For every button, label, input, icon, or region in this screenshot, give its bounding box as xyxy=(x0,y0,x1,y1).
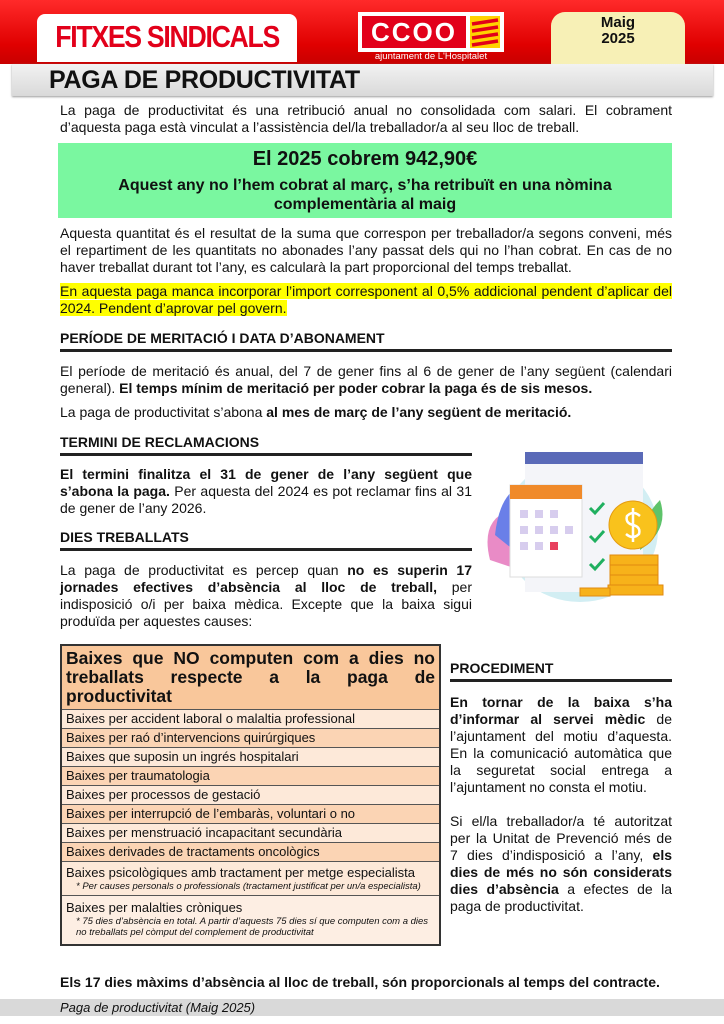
procedure-text-2 xyxy=(450,813,672,915)
table-row xyxy=(61,862,440,896)
days-text-bold: no es superin 17 jornades efectives d’absència al lloc de treball, xyxy=(60,562,472,595)
table-row: Baixes que suposin un ingrés hospitalari xyxy=(61,748,440,767)
procedure-text-1 xyxy=(450,694,672,796)
days-text xyxy=(60,562,472,630)
psy-row-note: * Per causes personals o professionals (tractament justificat per un/a especialista) xyxy=(76,881,421,892)
issue-date xyxy=(551,12,685,64)
catalan-flag-icon xyxy=(470,16,500,48)
psy-row-label: Baixes psicològiques amb tractament per metge especialista xyxy=(66,865,416,880)
days-text-1: La paga de productivitat es percep quan xyxy=(60,562,348,578)
table-header xyxy=(61,645,440,710)
days-heading: DIES TREBALLATS xyxy=(60,529,472,551)
page-title-bar xyxy=(12,64,713,96)
period-text-bold: El temps mínim de meritació per poder cobrar la paga és de sis mesos. xyxy=(119,380,593,396)
procedure-text-2-end: a efectes de la paga de productivitat. xyxy=(450,881,672,914)
table-row: Baixes per processos de gestació xyxy=(61,786,440,805)
table-row: Baixes per menstruació incapacitant secundària xyxy=(61,824,440,843)
main-content xyxy=(60,102,672,991)
table-row: Baixes per raó d’intervencions quirúrgiques xyxy=(61,729,440,748)
intro-text: La paga de productivitat és una retribució anual no consolidada com salari. El cobrament d’aquesta paga està vinculat a l’assistència del/la treballador/a al seu lloc de treball. xyxy=(60,102,672,135)
ccoo-logo xyxy=(358,12,504,62)
footer xyxy=(0,999,724,1016)
amount-highlight xyxy=(58,143,672,218)
chronic-row-note: * 75 dies d’absència en total. A partir d’aquests 75 dies sí que computen com a dies no treballats pel còmput del complement de productivitat xyxy=(76,916,429,938)
procedure-heading: PROCEDIMENT xyxy=(450,660,672,682)
footer-text: Paga de productivitat (Maig 2025) xyxy=(60,1000,256,1015)
table-header-line-2: treballats respecte a la paga de productivitat xyxy=(66,667,435,706)
logo-text: CCOO xyxy=(362,16,466,48)
closing-note: Els 17 dies màxims d’absència al lloc de treball, són proporcionals al temps del contracte. xyxy=(60,974,660,990)
issue-year: 2025 xyxy=(601,30,635,47)
table-row xyxy=(61,896,440,946)
payment-text-bold: al mes de març de l’any següent de meritació. xyxy=(266,404,572,420)
brand-box xyxy=(37,14,297,62)
exceptions-table xyxy=(60,644,441,946)
page-title: PAGA DE PRODUCTIVITAT xyxy=(49,66,360,94)
procedure-text-1-bold: En tornar de la baixa s’ha d’informar al servei mèdic xyxy=(450,694,672,727)
period-heading: PERÍODE DE MERITACIÓ I DATA D’ABONAMENT xyxy=(60,330,672,352)
amount-explanation: Aquesta quantitat és el resultat de la suma que correspon per treballador/a segons conveni, més el repartiment de les quantitats no abonades l’any passat dels qui no l’han cobrat. En cas de no haver treballat durant tot l’any, es calcularà la part proporcional del temps treballat. xyxy=(60,225,672,275)
pending-note xyxy=(60,283,672,317)
amount-title: El 2025 cobrem 942,90€ xyxy=(252,148,478,170)
payment-text xyxy=(60,404,672,421)
table-header-line-1: Baixes que NO computen com a dies no xyxy=(66,648,435,668)
procedure-text-1-main: de l’ajuntament del motiu d’aquesta. En la comunicació automàtica que la seguretat social entrega a l’ajuntament no consta el motiu. xyxy=(450,711,672,795)
table-procedure-row xyxy=(60,644,672,946)
table-row: Baixes per interrupció de l’embaràs, voluntari o no xyxy=(61,805,440,824)
procedure-text-2-main: Si el/la treballador/a té autoritzat per la Unitat de Prevenció més de 7 dies d’indisposició a l’any, xyxy=(450,813,672,863)
procedure-section xyxy=(450,660,672,915)
days-text-2: per indisposició o/i per baixa mèdica. Excepte que la baixa sigui produïda per aquestes causes: xyxy=(60,579,472,629)
brand-title: FITXES SINDICALS xyxy=(55,19,279,54)
issue-month: Maig xyxy=(600,14,636,31)
table-row: Baixes per traumatologia xyxy=(61,767,440,786)
chronic-row-label: Baixes per malalties cròniques xyxy=(66,900,243,915)
claims-heading: TERMINI DE RECLAMACIONS xyxy=(60,434,472,456)
period-text xyxy=(60,363,672,397)
amount-subtitle: Aquest any no l’hem cobrat al març, s’ha retribuït en una nòmina complementària al maig xyxy=(118,177,612,213)
period-text-main: El període de meritació és anual, del 7 de gener fins al 6 de gener de l’any següent (calendari general). xyxy=(60,363,672,396)
claims-text-main: Per aquesta del 2024 es pot reclamar fins al 31 de gener de l’any 2026. xyxy=(60,483,472,516)
table-row: Baixes derivades de tractaments oncològics xyxy=(61,843,440,862)
pending-note-text: En aquesta paga manca incorporar l’import corresponent al 0,5% addicional pendent d’aplicar del 2024. Pendent d’aprovar pel govern. xyxy=(60,283,672,316)
claims-text-bold: El termini finalitza el 31 de gener de l’any següent que s’abona la paga. xyxy=(60,466,472,499)
payment-text-main: La paga de productivitat s’abona xyxy=(60,404,267,420)
procedure-text-2-bold: els dies de més no són considerats dies d’absència xyxy=(450,847,672,897)
claims-text xyxy=(60,466,472,517)
table-row: Baixes per accident laboral o malaltia professional xyxy=(61,710,440,729)
logo-subtitle: ajuntament de L'Hospitalet xyxy=(374,51,488,62)
